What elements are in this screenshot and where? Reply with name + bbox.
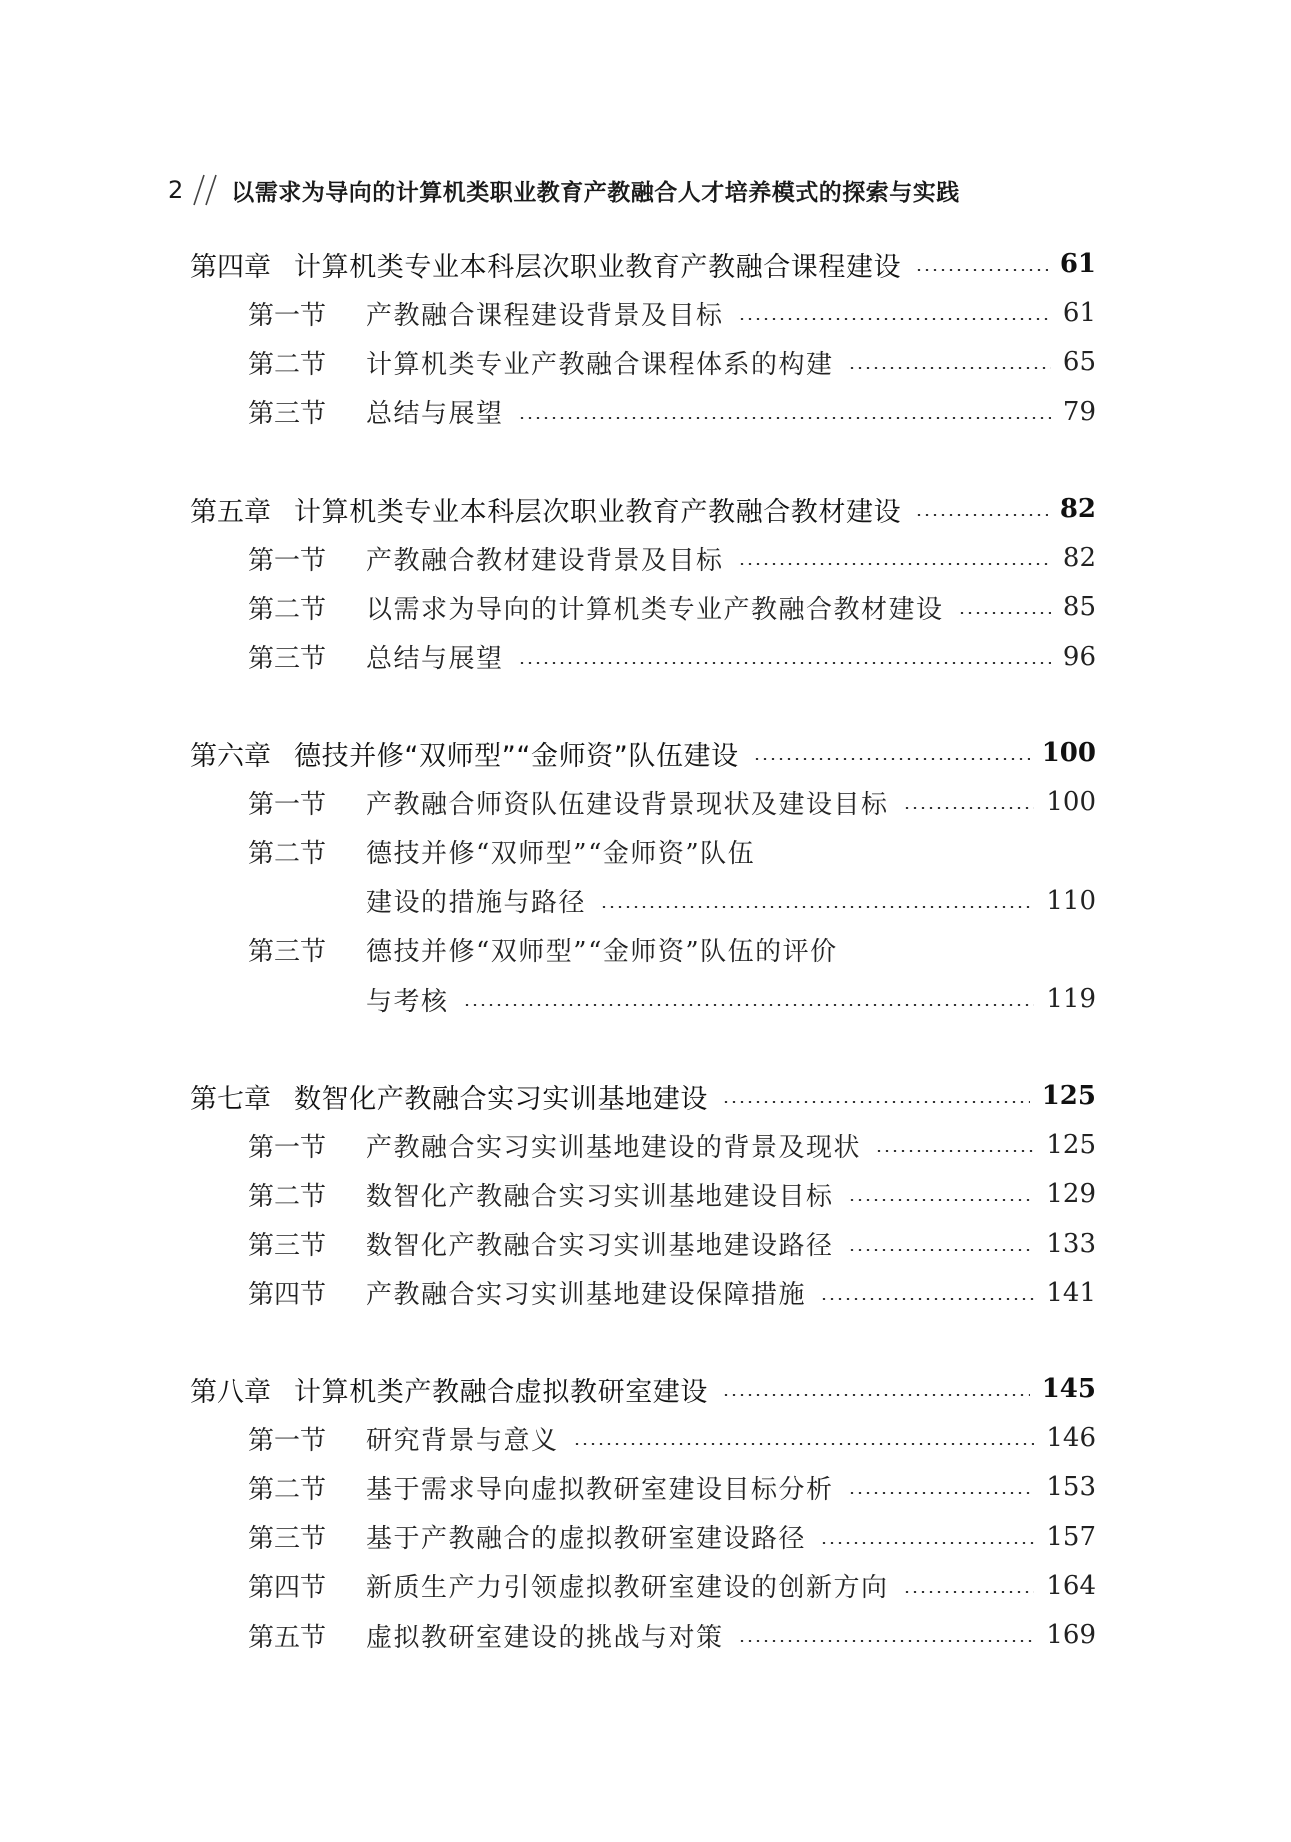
section-entry-label: 第三节: [248, 1231, 327, 1262]
section-entry-page: 96: [1062, 641, 1096, 672]
chapter-entry-leader: [915, 514, 1048, 516]
chapter-entry-label: 第五章: [190, 496, 271, 528]
section-entry[interactable]: [0, 293, 1096, 333]
chapter-entry[interactable]: [0, 1076, 1096, 1116]
chapter-entry-page: 82: [1059, 494, 1096, 524]
section-entry-page: 164: [1046, 1570, 1096, 1601]
section-entry-continued-leader: [463, 1004, 1035, 1006]
section-entry-title: 产教融合教材建设背景及目标: [366, 545, 724, 576]
section-entry-title: 新质生产力引领虚拟教研室建设的创新方向: [366, 1573, 889, 1604]
section-entry-label: 第一节: [248, 1425, 327, 1456]
section-entry-label: 第三节: [248, 1524, 327, 1555]
section-entry-label: 第二节: [248, 1181, 327, 1212]
section-entry[interactable]: [0, 1174, 1096, 1214]
section-entry-label: 第一节: [248, 300, 327, 331]
section-entry-page: 146: [1046, 1423, 1096, 1454]
section-entry-leader: [518, 662, 1051, 664]
section-entry-label: 第一节: [248, 545, 327, 576]
chapter-entry-title: 计算机类产教融合虚拟教研室建设: [294, 1376, 708, 1408]
section-entry-title: 数智化产教融合实习实训基地建设目标: [366, 1181, 834, 1212]
section-entry-continued-page: 110: [1046, 885, 1096, 916]
section-entry-continued-page: 119: [1046, 984, 1096, 1014]
section-entry-label: 第五节: [248, 1622, 327, 1653]
chapter-entry-label: 第四章: [190, 251, 271, 283]
chapter-entry-leader: [753, 758, 1030, 760]
chapter-entry-leader: [722, 1394, 1030, 1396]
section-entry-title: 基于产教融合的虚拟教研室建设路径: [366, 1524, 807, 1555]
chapter-entry[interactable]: [0, 244, 1096, 284]
section-entry-label: 第二节: [248, 1474, 327, 1505]
section-entry-title: 基于需求导向虚拟教研室建设目标分析: [366, 1474, 834, 1505]
section-entry-leader: [958, 612, 1051, 614]
chapter-entry-title: 数智化产教融合实习实训基地建设: [294, 1083, 708, 1115]
section-entry-continued-leader: [600, 906, 1034, 908]
section-entry-title: 以需求为导向的计算机类专业产教融合教材建设: [366, 594, 944, 625]
section-entry-title: 计算机类专业产教融合课程体系的构建: [366, 349, 834, 380]
section-entry-leader: [738, 563, 1051, 565]
section-entry[interactable]: [0, 342, 1096, 382]
section-entry-page: 79: [1062, 396, 1096, 427]
section-entry-page: 82: [1062, 543, 1096, 574]
section-entry-label: 第一节: [248, 1132, 327, 1163]
running-head-title: 以需求为导向的计算机类职业教育产教融合人才培养模式的探索与实践: [231, 179, 960, 206]
section-entry-continued-title: 与考核: [366, 986, 449, 1017]
section-entry[interactable]: [0, 1418, 1096, 1458]
section-entry-continued-title: 建设的措施与路径: [366, 888, 587, 919]
section-entry-page: 133: [1046, 1228, 1096, 1259]
section-entry-leader: [848, 1492, 1035, 1494]
section-entry-page: 85: [1062, 592, 1096, 623]
section-entry-label: 第二节: [248, 594, 327, 625]
section-entry-title: 总结与展望: [366, 644, 504, 675]
section-entry-continued[interactable]: [0, 881, 1096, 921]
section-entry[interactable]: [0, 1566, 1096, 1606]
section-entry-label: 第三节: [248, 399, 327, 430]
section-entry-leader: [875, 1150, 1034, 1152]
section-entry-continued[interactable]: [0, 979, 1096, 1019]
section-entry-title: 数智化产教融合实习实训基地建设路径: [366, 1231, 834, 1262]
section-entry-leader: [848, 1199, 1035, 1201]
section-entry-title: 研究背景与意义: [366, 1425, 559, 1456]
chapter-entry-label: 第八章: [190, 1376, 271, 1408]
section-entry[interactable]: [0, 1224, 1096, 1264]
section-entry-leader: [848, 367, 1051, 369]
section-entry[interactable]: [0, 1615, 1096, 1655]
section-entry-page: 65: [1062, 347, 1096, 378]
chapter-entry-leader: [915, 269, 1048, 271]
chapter-entry-page: 100: [1041, 738, 1096, 768]
section-entry-page: 129: [1046, 1179, 1096, 1210]
section-entry-label: 第三节: [248, 937, 327, 968]
section-entry-label: 第二节: [248, 349, 327, 380]
section-entry-leader: [738, 1640, 1035, 1642]
chapter-entry[interactable]: [0, 1369, 1096, 1409]
chapter-entry-page: 61: [1059, 249, 1096, 279]
section-entry-leader: [820, 1298, 1034, 1300]
section-entry-leader: [903, 807, 1035, 809]
section-entry-label: 第四节: [248, 1280, 327, 1311]
section-entry-label: 第四节: [248, 1573, 327, 1604]
section-entry-title: 虚拟教研室建设的挑战与对策: [366, 1622, 724, 1653]
chapter-entry[interactable]: [0, 489, 1096, 529]
section-entry[interactable]: [0, 1467, 1096, 1507]
chapter-entry-label: 第六章: [190, 740, 271, 772]
chapter-entry[interactable]: [0, 733, 1096, 773]
section-entry-leader: [573, 1443, 1035, 1445]
section-entry-title: 产教融合师资队伍建设背景现状及建设目标: [366, 789, 889, 820]
section-entry[interactable]: [0, 831, 1096, 871]
section-entry-page: 169: [1046, 1620, 1096, 1650]
section-entry-label: 第三节: [248, 644, 327, 675]
double-slash-ornament: [191, 173, 219, 207]
section-entry[interactable]: [0, 637, 1096, 677]
section-entry-label: 第二节: [248, 838, 327, 869]
chapter-entry-title: 计算机类专业本科层次职业教育产教融合教材建设: [294, 496, 902, 528]
section-entry-page: 157: [1046, 1521, 1096, 1552]
chapter-entry-page: 145: [1041, 1374, 1096, 1404]
section-entry-leader: [738, 318, 1051, 320]
section-entry[interactable]: [0, 1125, 1096, 1165]
section-entry-title: 产教融合实习实训基地建设的背景及现状: [366, 1132, 862, 1163]
section-entry[interactable]: [0, 392, 1096, 432]
chapter-entry-title: 德技并修“双师型”“金师资”队伍建设: [294, 740, 739, 772]
section-entry-leader: [518, 417, 1051, 419]
chapter-entry-title: 计算机类专业本科层次职业教育产教融合课程建设: [294, 251, 902, 283]
section-entry-page: 100: [1046, 787, 1096, 818]
page-number: 2: [168, 176, 184, 204]
section-entry-title: 德技并修“双师型”“金师资”队伍的评价: [366, 937, 838, 968]
section-entry-title: 产教融合实习实训基地建设保障措施: [366, 1280, 807, 1311]
section-entry-title: 德技并修“双师型”“金师资”队伍: [366, 838, 756, 869]
section-entry-label: 第一节: [248, 789, 327, 820]
section-entry-leader: [820, 1542, 1034, 1544]
chapter-entry-leader: [722, 1101, 1030, 1103]
section-entry[interactable]: [0, 538, 1096, 578]
section-entry[interactable]: [0, 782, 1096, 822]
chapter-entry-label: 第七章: [190, 1083, 271, 1115]
section-entry-page: 125: [1046, 1130, 1096, 1161]
section-entry-title: 产教融合课程建设背景及目标: [366, 300, 724, 331]
section-entry-page: 61: [1062, 298, 1096, 329]
section-entry[interactable]: [0, 1517, 1096, 1557]
section-entry-title: 总结与展望: [366, 399, 504, 430]
section-entry-page: 153: [1046, 1472, 1096, 1503]
chapter-entry-page: 125: [1041, 1081, 1096, 1111]
section-entry-page: 141: [1046, 1277, 1096, 1308]
running-head: [168, 172, 960, 208]
section-entry-leader: [903, 1591, 1035, 1593]
section-entry[interactable]: [0, 587, 1096, 627]
section-entry-leader: [848, 1249, 1035, 1251]
section-entry[interactable]: [0, 1273, 1096, 1313]
section-entry[interactable]: [0, 930, 1096, 970]
